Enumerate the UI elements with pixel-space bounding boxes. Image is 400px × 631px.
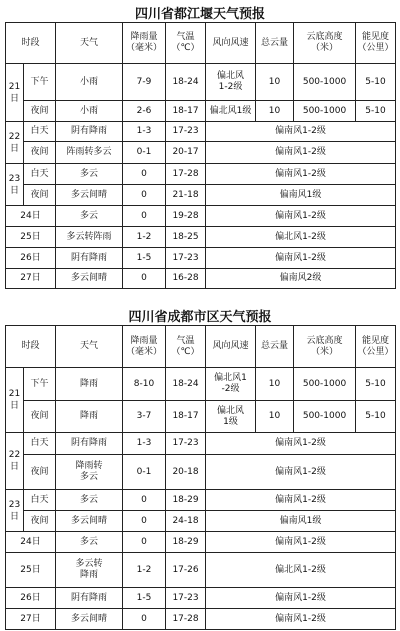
header-period: 时段 [6, 326, 56, 368]
temp-cell: 17-28 [166, 164, 206, 185]
table1-dujiangyan-forecast [5, 22, 396, 289]
table-row [6, 609, 396, 630]
wind-cell: 偏北风 1-2级 [206, 64, 256, 101]
rain-cell: 0 [123, 164, 166, 185]
temp-cell: 21-18 [166, 185, 206, 206]
cloud-cell: 10 [256, 64, 294, 101]
temp-cell: 17-23 [166, 433, 206, 455]
wind-cell: 偏南风1-2级 [206, 588, 396, 609]
header-rainfall: 降雨量 （毫米） [123, 23, 166, 64]
table2-header-row [6, 326, 396, 368]
header-cloud-cover: 总云量 [256, 326, 294, 368]
day-cell: 27日 [6, 269, 56, 289]
table-row [6, 433, 396, 455]
wind-cell: 偏北风1-2级 [206, 227, 396, 248]
weather-cell: 阴有降雨 [56, 433, 123, 455]
table-row [6, 101, 396, 122]
header-visibility: 能见度 （公里） [356, 23, 396, 64]
rain-cell: 1-5 [123, 588, 166, 609]
day-cell: 23日 [6, 164, 24, 206]
header-cloud-base: 云底高度 （米） [294, 23, 356, 64]
temp-cell: 18-29 [166, 490, 206, 511]
wind-cell: 偏南风1-2级 [206, 490, 396, 511]
table-row [6, 511, 396, 532]
visibility-cell: 5-10 [356, 101, 396, 122]
temp-cell: 18-29 [166, 532, 206, 553]
weather-cell: 小雨 [56, 101, 123, 122]
temp-cell: 18-24 [166, 64, 206, 101]
rain-cell: 1-5 [123, 248, 166, 269]
table2-chengdu-forecast [5, 325, 396, 630]
wind-cell: 偏北风1 -2级 [206, 368, 256, 401]
period-cell: 夜间 [24, 455, 56, 490]
day-cell: 24日 [6, 206, 56, 227]
day-cell: 25日 [6, 553, 56, 588]
wind-cell: 偏北风 1级 [206, 401, 256, 433]
day-cell: 25日 [6, 227, 56, 248]
rain-cell: 0 [123, 185, 166, 206]
wind-cell: 偏北风1级 [206, 101, 256, 122]
day-cell: 26日 [6, 588, 56, 609]
rain-cell: 7-9 [123, 64, 166, 101]
header-visibility: 能见度 （公里） [356, 326, 396, 368]
table-row [6, 122, 396, 142]
rain-cell: 0-1 [123, 142, 166, 164]
table-row [6, 227, 396, 248]
temp-cell: 17-23 [166, 588, 206, 609]
wind-cell: 偏南风1-2级 [206, 164, 396, 185]
temp-cell: 20-17 [166, 142, 206, 164]
rain-cell: 2-6 [123, 101, 166, 122]
header-weather: 天气 [56, 326, 123, 368]
weather-cell: 多云 [56, 490, 123, 511]
day-cell: 22日 [6, 122, 24, 164]
period-cell: 夜间 [24, 101, 56, 122]
table-row [6, 64, 396, 101]
weather-cell: 多云间晴 [56, 511, 123, 532]
day-cell: 22日 [6, 433, 24, 490]
wind-cell: 偏南风1-2级 [206, 122, 396, 142]
day-cell: 21日 [6, 368, 24, 433]
weather-cell: 小雨 [56, 64, 123, 101]
weather-cell: 多云间晴 [56, 269, 123, 289]
temp-cell: 17-23 [166, 248, 206, 269]
weather-cell: 阴有降雨 [56, 248, 123, 269]
table1-header-row [6, 23, 396, 64]
visibility-cell: 5-10 [356, 368, 396, 401]
rain-cell: 1-3 [123, 122, 166, 142]
rain-cell: 0 [123, 206, 166, 227]
cloudbase-cell: 500-1000 [294, 401, 356, 433]
header-cloud-base: 云底高度 （米） [294, 326, 356, 368]
temp-cell: 18-24 [166, 368, 206, 401]
table-row [6, 532, 396, 553]
wind-cell: 偏南风1-2级 [206, 532, 396, 553]
table-row [6, 588, 396, 609]
table-row [6, 185, 396, 206]
header-period: 时段 [6, 23, 56, 64]
rain-cell: 8-10 [123, 368, 166, 401]
table-row [6, 490, 396, 511]
cloud-cell: 10 [256, 368, 294, 401]
day-cell: 23日 [6, 490, 24, 532]
period-cell: 夜间 [24, 401, 56, 433]
period-cell: 下午 [24, 64, 56, 101]
table2-title: 四川省成都市区天气预报 [128, 310, 272, 325]
header-cloud-cover: 总云量 [256, 23, 294, 64]
cloudbase-cell: 500-1000 [294, 64, 356, 101]
rain-cell: 0 [123, 532, 166, 553]
temp-cell: 20-18 [166, 455, 206, 490]
weather-cell: 多云间晴 [56, 609, 123, 630]
weather-cell: 阴有降雨 [56, 588, 123, 609]
weather-cell: 阵雨转多云 [56, 142, 123, 164]
rain-cell: 3-7 [123, 401, 166, 433]
rain-cell: 1-2 [123, 553, 166, 588]
rain-cell: 0 [123, 511, 166, 532]
table-row [6, 368, 396, 401]
rain-cell: 0 [123, 490, 166, 511]
table-row [6, 455, 396, 490]
cloud-cell: 10 [256, 401, 294, 433]
period-cell: 夜间 [24, 511, 56, 532]
cloudbase-cell: 500-1000 [294, 368, 356, 401]
table-row [6, 164, 396, 185]
rain-cell: 1-2 [123, 227, 166, 248]
header-wind: 风向风速 [206, 326, 256, 368]
temp-cell: 18-17 [166, 101, 206, 122]
table-row [6, 206, 396, 227]
temp-cell: 16-28 [166, 269, 206, 289]
weather-cell: 多云 [56, 532, 123, 553]
day-cell: 27日 [6, 609, 56, 630]
table-row [6, 553, 396, 588]
header-rainfall: 降雨量 （毫米） [123, 326, 166, 368]
wind-cell: 偏南风1-2级 [206, 248, 396, 269]
wind-cell: 偏南风1-2级 [206, 142, 396, 164]
weather-cell: 降雨转 多云 [56, 455, 123, 490]
day-cell: 21日 [6, 64, 24, 122]
temp-cell: 24-18 [166, 511, 206, 532]
wind-cell: 偏南风1-2级 [206, 433, 396, 455]
period-cell: 白天 [24, 164, 56, 185]
weather-cell: 多云 [56, 164, 123, 185]
wind-cell: 偏南风1级 [206, 185, 396, 206]
table-row [6, 269, 396, 289]
rain-cell: 0 [123, 269, 166, 289]
period-cell: 夜间 [24, 142, 56, 164]
period-cell: 夜间 [24, 185, 56, 206]
wind-cell: 偏北风1-2级 [206, 553, 396, 588]
visibility-cell: 5-10 [356, 401, 396, 433]
cloud-cell: 10 [256, 101, 294, 122]
table-row [6, 248, 396, 269]
temp-cell: 17-28 [166, 609, 206, 630]
day-cell: 24日 [6, 532, 56, 553]
cloudbase-cell: 500-1000 [294, 101, 356, 122]
header-temperature: 气温 （℃） [166, 326, 206, 368]
table-row [6, 401, 396, 433]
period-cell: 下午 [24, 368, 56, 401]
temp-cell: 17-26 [166, 553, 206, 588]
table1-title: 四川省都江堰天气预报 [134, 7, 265, 22]
header-weather: 天气 [56, 23, 123, 64]
rain-cell: 0-1 [123, 455, 166, 490]
period-cell: 白天 [24, 490, 56, 511]
header-temperature: 气温 （℃） [166, 23, 206, 64]
temp-cell: 19-28 [166, 206, 206, 227]
period-cell: 白天 [24, 122, 56, 142]
wind-cell: 偏南风1-2级 [206, 206, 396, 227]
temp-cell: 18-17 [166, 401, 206, 433]
weather-cell: 降雨 [56, 368, 123, 401]
weather-cell: 多云转 降雨 [56, 553, 123, 588]
day-cell: 26日 [6, 248, 56, 269]
header-wind: 风向风速 [206, 23, 256, 64]
rain-cell: 0 [123, 609, 166, 630]
rain-cell: 1-3 [123, 433, 166, 455]
temp-cell: 18-25 [166, 227, 206, 248]
wind-cell: 偏南风1-2级 [206, 609, 396, 630]
wind-cell: 偏南风1级 [206, 511, 396, 532]
weather-cell: 多云转阵雨 [56, 227, 123, 248]
wind-cell: 偏南风1-2级 [206, 455, 396, 490]
weather-cell: 阴有降雨 [56, 122, 123, 142]
visibility-cell: 5-10 [356, 64, 396, 101]
wind-cell: 偏南风2级 [206, 269, 396, 289]
weather-cell: 多云 [56, 206, 123, 227]
weather-cell: 多云间晴 [56, 185, 123, 206]
temp-cell: 17-23 [166, 122, 206, 142]
weather-cell: 降雨 [56, 401, 123, 433]
period-cell: 白天 [24, 433, 56, 455]
table-row [6, 142, 396, 164]
